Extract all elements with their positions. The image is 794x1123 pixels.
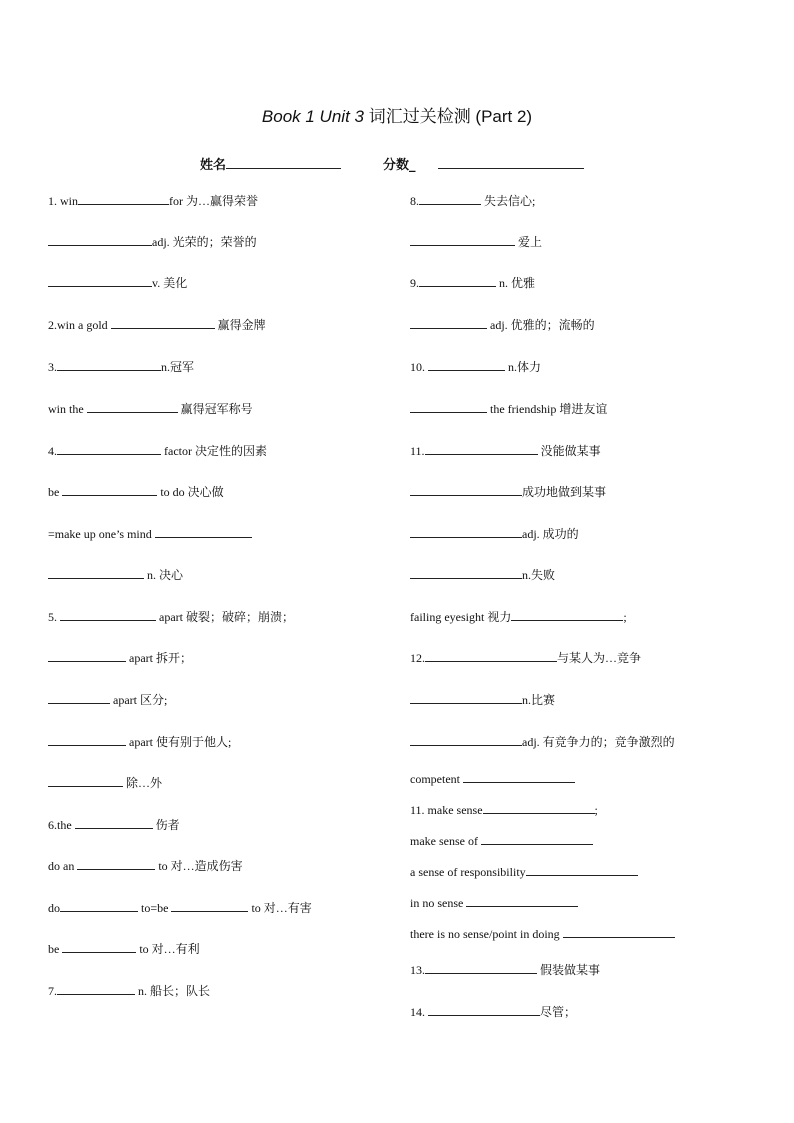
answer-blank[interactable] bbox=[425, 649, 557, 662]
item-text: apart 破裂；破碎；崩溃； bbox=[156, 610, 294, 624]
item-text: factor 决定性的因素 bbox=[161, 444, 267, 458]
item-text: win the bbox=[48, 402, 87, 416]
item-text: 3. bbox=[48, 360, 57, 374]
left-item bbox=[48, 400, 253, 417]
answer-blank[interactable] bbox=[48, 566, 144, 579]
answer-blank[interactable] bbox=[481, 832, 593, 845]
item-text: failing eyesight 视力 bbox=[410, 610, 512, 624]
right-item bbox=[410, 316, 595, 333]
item-text: to do 决心做 bbox=[157, 485, 224, 499]
item-text: 5. bbox=[48, 610, 60, 624]
answer-blank[interactable] bbox=[483, 801, 595, 814]
left-item bbox=[48, 566, 183, 583]
name-field bbox=[200, 154, 341, 173]
item-text: 失去信心; bbox=[481, 194, 536, 208]
item-text: be bbox=[48, 485, 63, 499]
item-text: 6.the bbox=[48, 818, 75, 832]
item-text: 10. bbox=[410, 360, 428, 374]
left-item bbox=[48, 816, 180, 833]
left-item bbox=[48, 733, 231, 750]
answer-blank[interactable] bbox=[171, 899, 248, 912]
item-text: adj. 优雅的；流畅的 bbox=[487, 318, 595, 332]
answer-blank[interactable] bbox=[428, 1003, 540, 1016]
answer-blank[interactable] bbox=[410, 733, 522, 746]
right-item bbox=[410, 400, 607, 417]
item-text: 1. win bbox=[48, 194, 78, 208]
item-text: n.失败 bbox=[522, 568, 556, 582]
item-text: to=be bbox=[138, 901, 172, 915]
item-text: to 对…有利 bbox=[136, 942, 200, 956]
page-title bbox=[0, 102, 794, 127]
answer-blank[interactable] bbox=[419, 274, 496, 287]
item-text: 11. bbox=[410, 444, 425, 458]
left-item bbox=[48, 316, 266, 333]
item-text: the friendship 增进友谊 bbox=[487, 402, 608, 416]
right-item bbox=[410, 961, 600, 978]
answer-blank[interactable] bbox=[155, 525, 252, 538]
right-item bbox=[410, 801, 598, 818]
answer-blank[interactable] bbox=[526, 863, 638, 876]
name-label: 姓名 bbox=[200, 158, 227, 173]
item-text: 没能做某事 bbox=[537, 444, 601, 458]
answer-blank[interactable] bbox=[419, 192, 481, 205]
score-blank[interactable] bbox=[438, 156, 584, 169]
right-item bbox=[410, 649, 641, 666]
item-text: adj. 有竞争力的；竞争激烈的 bbox=[522, 735, 675, 749]
item-text: n.体力 bbox=[505, 360, 542, 374]
item-text: n.冠军 bbox=[161, 360, 195, 374]
right-item bbox=[410, 894, 578, 911]
answer-blank[interactable] bbox=[48, 733, 126, 746]
item-text: do an bbox=[48, 859, 78, 873]
answer-blank[interactable] bbox=[57, 982, 135, 995]
right-item bbox=[410, 442, 601, 459]
answer-blank[interactable] bbox=[111, 316, 215, 329]
item-text: competent bbox=[410, 772, 463, 786]
left-item bbox=[48, 649, 192, 666]
answer-blank[interactable] bbox=[60, 899, 138, 912]
item-text: 伤者 bbox=[152, 818, 180, 832]
item-text: 假装做某事 bbox=[537, 963, 601, 977]
right-item bbox=[410, 233, 542, 250]
item-text: n. 决心 bbox=[144, 568, 184, 582]
right-item bbox=[410, 863, 638, 880]
item-text: in no sense bbox=[410, 896, 467, 910]
item-text: 11. make sense bbox=[410, 803, 483, 817]
title-book-unit: Book 1 Unit 3 bbox=[261, 107, 364, 126]
item-text: 14. bbox=[410, 1005, 428, 1019]
name-blank[interactable] bbox=[226, 156, 341, 169]
left-item bbox=[48, 233, 257, 250]
item-text: n. 优雅 bbox=[496, 276, 536, 290]
item-text: adj. 成功的 bbox=[522, 527, 579, 541]
item-text: 8. bbox=[410, 194, 419, 208]
item-text: 4. bbox=[48, 444, 57, 458]
answer-blank[interactable] bbox=[410, 483, 522, 496]
answer-blank[interactable] bbox=[57, 442, 161, 455]
title-rest: 词汇过关检测 (Part 2) bbox=[363, 107, 533, 126]
item-text: apart 使有别于他人; bbox=[126, 735, 232, 749]
answer-blank[interactable] bbox=[48, 774, 123, 787]
left-item bbox=[48, 525, 252, 542]
item-text: do bbox=[48, 901, 60, 915]
item-text: 爱上 bbox=[515, 235, 543, 249]
item-text: =make up one’s mind bbox=[48, 527, 155, 541]
right-item bbox=[410, 525, 579, 542]
item-text: ; bbox=[623, 610, 627, 624]
right-item bbox=[410, 1003, 576, 1020]
item-text: n. 船长；队长 bbox=[135, 984, 211, 998]
answer-blank[interactable] bbox=[410, 691, 522, 704]
answer-blank[interactable] bbox=[62, 940, 136, 953]
item-text: n.比赛 bbox=[522, 693, 556, 707]
right-item bbox=[410, 770, 575, 787]
item-text: 2.win a gold bbox=[48, 318, 111, 332]
answer-blank[interactable] bbox=[48, 274, 152, 287]
right-item bbox=[410, 925, 675, 942]
answer-blank[interactable] bbox=[511, 608, 623, 621]
left-item bbox=[48, 274, 187, 291]
right-item bbox=[410, 566, 555, 583]
item-text: be bbox=[48, 942, 63, 956]
answer-blank[interactable] bbox=[463, 770, 575, 783]
answer-blank[interactable] bbox=[48, 691, 110, 704]
item-text: ; bbox=[594, 803, 598, 817]
answer-blank[interactable] bbox=[78, 192, 169, 205]
answer-blank[interactable] bbox=[60, 608, 156, 621]
left-item bbox=[48, 608, 294, 625]
answer-blank[interactable] bbox=[77, 857, 155, 870]
right-item bbox=[410, 691, 555, 708]
right-item bbox=[410, 733, 675, 750]
score-field bbox=[383, 154, 584, 173]
left-item bbox=[48, 691, 167, 708]
left-item bbox=[48, 483, 224, 500]
answer-blank[interactable] bbox=[75, 816, 153, 829]
item-text: 7. bbox=[48, 984, 57, 998]
item-text: 9. bbox=[410, 276, 419, 290]
score-label: 分数_ bbox=[383, 158, 416, 173]
left-item bbox=[48, 192, 258, 209]
item-text: for 为…赢得荣誉 bbox=[169, 194, 258, 208]
item-text: there is no sense/point in doing bbox=[410, 927, 563, 941]
answer-blank[interactable] bbox=[425, 442, 538, 455]
answer-blank[interactable] bbox=[466, 894, 578, 907]
item-text: to 对…造成伤害 bbox=[155, 859, 243, 873]
left-item bbox=[48, 442, 267, 459]
answer-blank[interactable] bbox=[62, 483, 157, 496]
left-item bbox=[48, 857, 243, 874]
right-item bbox=[410, 832, 593, 849]
item-text: to 对…有害 bbox=[248, 901, 312, 915]
answer-blank[interactable] bbox=[57, 358, 161, 371]
item-text: 成功地做到某事 bbox=[522, 485, 607, 499]
answer-blank[interactable] bbox=[410, 525, 522, 538]
answer-blank[interactable] bbox=[48, 233, 152, 246]
right-item bbox=[410, 192, 535, 209]
answer-blank[interactable] bbox=[410, 233, 515, 246]
left-item bbox=[48, 358, 194, 375]
item-text: v. 美化 bbox=[152, 276, 188, 290]
answer-blank[interactable] bbox=[410, 566, 522, 579]
item-text: 除…外 bbox=[123, 776, 163, 790]
left-item bbox=[48, 899, 312, 916]
answer-blank[interactable] bbox=[425, 961, 537, 974]
item-text: apart 拆开； bbox=[126, 651, 192, 665]
right-item bbox=[410, 358, 541, 375]
item-text: adj. 光荣的；荣誉的 bbox=[152, 235, 257, 249]
item-text: 尽管； bbox=[540, 1005, 577, 1019]
answer-blank[interactable] bbox=[48, 649, 126, 662]
item-text: 与某人为…竞争 bbox=[557, 651, 642, 665]
answer-blank[interactable] bbox=[428, 358, 505, 371]
item-text: 12. bbox=[410, 651, 425, 665]
item-text: apart 区分; bbox=[110, 693, 168, 707]
item-text: make sense of bbox=[410, 834, 481, 848]
left-item bbox=[48, 982, 210, 999]
item-text: 赢得冠军称号 bbox=[177, 402, 253, 416]
item-text: a sense of responsibility bbox=[410, 865, 526, 879]
answer-blank[interactable] bbox=[410, 400, 487, 413]
item-text: 赢得金牌 bbox=[214, 318, 266, 332]
right-item bbox=[410, 274, 535, 291]
left-item bbox=[48, 940, 200, 957]
answer-blank[interactable] bbox=[87, 400, 178, 413]
answer-blank[interactable] bbox=[563, 925, 675, 938]
left-item bbox=[48, 774, 162, 791]
right-item bbox=[410, 608, 627, 625]
right-item bbox=[410, 483, 606, 500]
item-text: 13. bbox=[410, 963, 425, 977]
answer-blank[interactable] bbox=[410, 316, 487, 329]
